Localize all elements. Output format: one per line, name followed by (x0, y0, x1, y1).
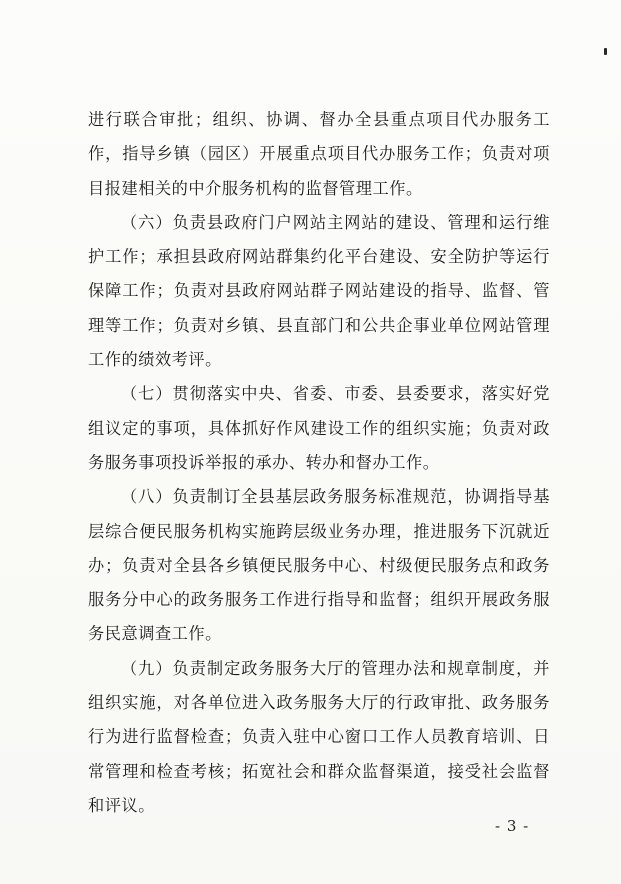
page-number: - 3 - (495, 817, 530, 835)
paragraph-continuation: 进行联合审批；组织、协调、督办全县重点项目代办服务工作，指导乡镇（园区）开展重点项目代办服务工作；负责对项目报建相关的中介服务机构的监督管理工作。 (88, 110, 550, 198)
paragraph-item-9: （九）负责制定政务服务大厅的管理办法和规章制度，并组织实施，对各单位进入政务服务大厅的行政审批、政务服务行为进行监督检查；负责入驻中心窗口工作人员教育培训、日常管理和检查考核；拓宽社会和群众监督渠道，接受社会监督和评议。 (88, 658, 550, 815)
document-body (88, 103, 550, 823)
scan-mark (604, 48, 607, 55)
paragraph-item-6: （六）负责县政府门户网站主网站的建设、管理和运行维护工作；承担县政府网站群集约化平台建设、安全防护等运行保障工作；负责对县政府网站群子网站建设的指导、监督、管理等工作；负责对乡镇、县直部门和公共企事业单位网站管理工作的绩效考评。 (88, 212, 550, 370)
paragraph-item-8: （八）负责制订全县基层政务服务标准规范，协调指导基层综合便民服务机构实施跨层级业务办理，推进服务下沉就近办；负责对全县各乡镇便民服务中心、村级便民服务点和政务服务分中心的政务服务工作进行指导和监督；组织开展政务服务民意调查工作。 (88, 487, 550, 644)
paragraph-item-7: （七）贯彻落实中央、省委、市委、县委要求，落实好党组议定的事项，具体抓好作风建设工作的组织实施；负责对政务服务事项投诉举报的承办、转办和督办工作。 (88, 384, 550, 472)
